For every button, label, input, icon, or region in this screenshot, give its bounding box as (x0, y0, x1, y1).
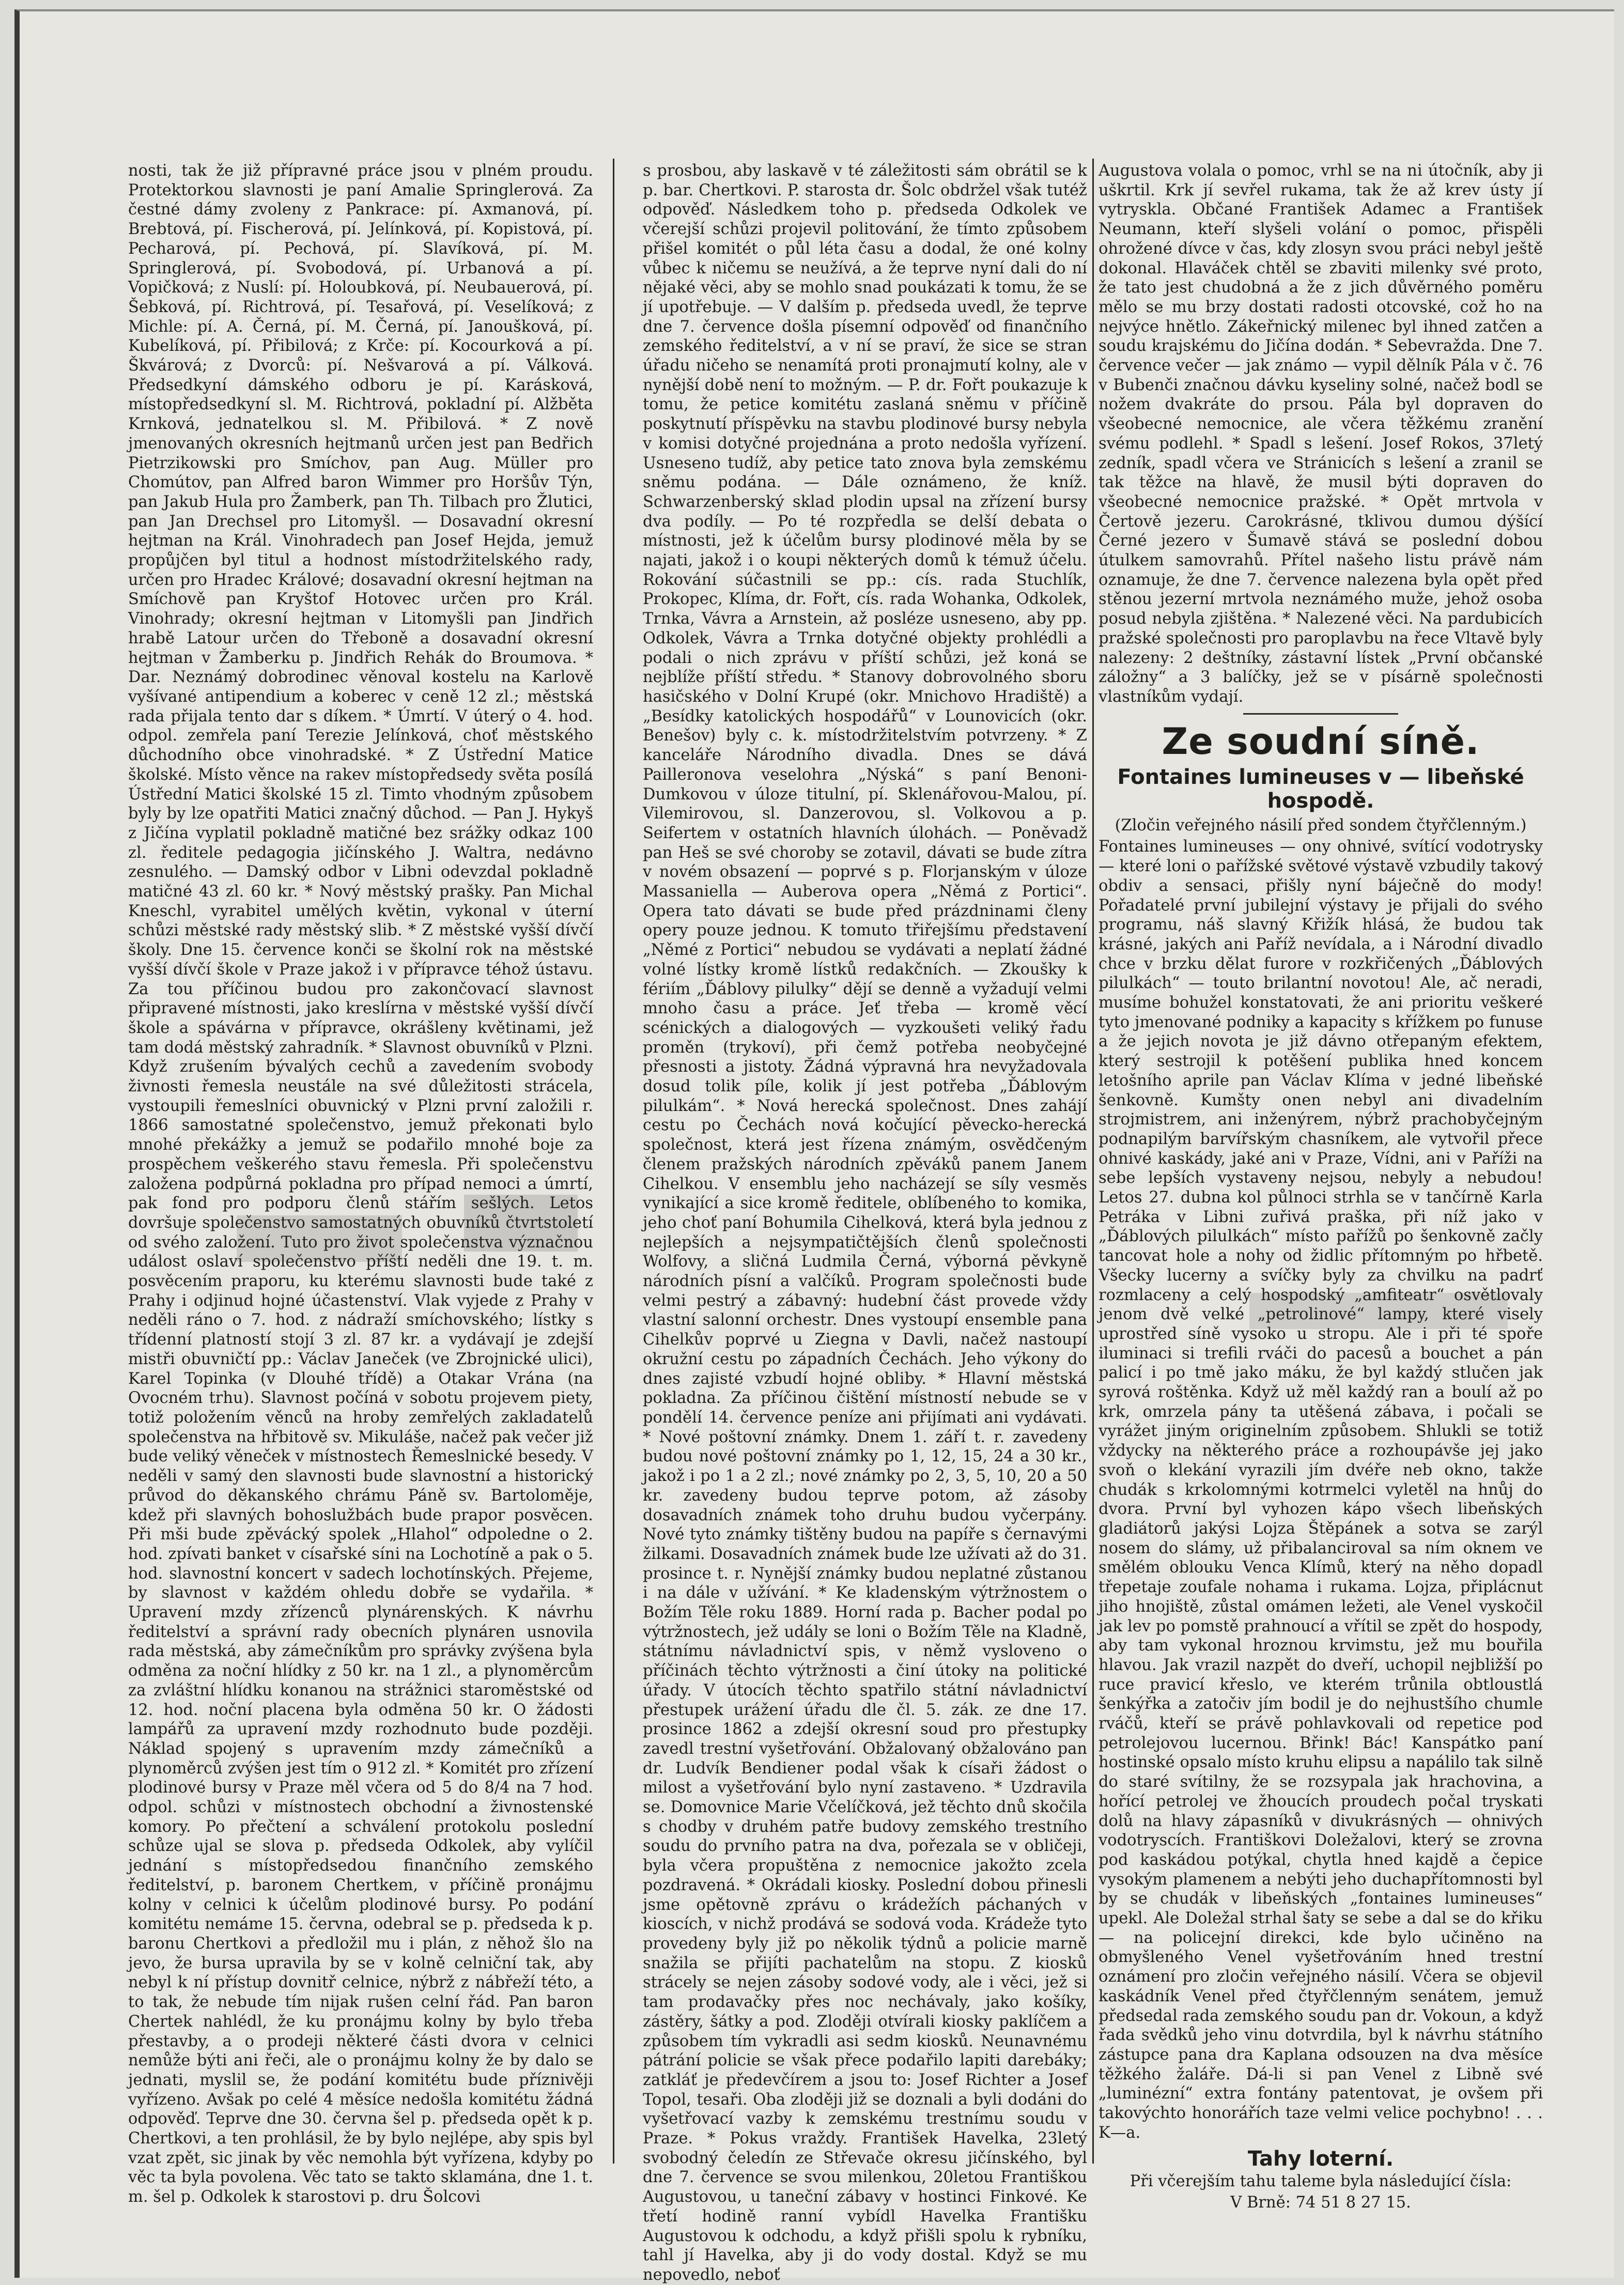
column-3-text-top: Augustova volala o pomoc, vrhl se na ni útočník, aby ji uškrtil. Krk jí sevřel rukama, tak že až krev ústy jí vytryskla. Občané František Adamec a František Neumann, kteří slyšeli volání o pomoc, přispěli ohrožené dívce v čas, kdy zlosyn svou práci nebyl ještě dokonal. Hlaváček chtěl se zbaviti milenky své proto, že tato jest chudobná a že z jich důvěrného poměru mělo se mu brzy dostati radosti otcovské, což ho na nejvýce hnětlo. Zákeřnický milenec byl ihned zatčen a soudu krajskému do Jičína dodán. * Sebevražda. Dne 7. července večer — jak známo — vypil dělník Pála v č. 76 v Bubenči značnou dávku kyseliny solné, načež bodl se nožem dvakráte do prsou. Pála byl dopraven do všeobecné nemocnice, ale včera těžkému zranění svému podlehl. * Spadl s lešení. Josef Rokos, 37letý zedník, spadl včera ve Stránicích s lešení a zranil se tak těžce na hlavě, že musil býti dopraven do všeobecné nemocnice pražské. * Opět mrtvola v Čertově jezeru. Carokrásné, tklivou dumou dýšící Černé jezero v Šumavě stává se poslední dobou útulkem samovrahů. Přítel našeho listu právě nám oznamuje, že dne 7. července nalezena byla opět před stěnou jezerní mrtvola neznámého muže, jehož osoba posud nebyla zjištěna. * Nalezené věci. Na pardubicích pražské společnosti pro paroplavbu na řece Vltavě byly nalezeny: 2 deštníky, zástavní lístek „První občanské záložny“ a 3 balíčky, jež se v písárně společnosti vlastníkům vydají. (1099, 162, 1543, 706)
column-rule-1 (613, 159, 614, 2164)
court-subline: (Zločin veřejného násilí před sondem čtyřčlenným.) (1115, 816, 1527, 835)
court-subhead: Fontaines lumineuses v — libeňské hospodě. (1117, 765, 1524, 813)
column-rule-2 (1092, 159, 1094, 2164)
lottery-headline: Tahy loterní. (1247, 2147, 1394, 2171)
ink-smudge (1249, 1293, 1508, 1329)
ink-smudge (464, 1195, 578, 1252)
ink-smudge (237, 1215, 402, 1262)
lottery-result: V Brně: 74 51 8 27 15. (1230, 2194, 1411, 2212)
column-3-text-bottom: Fontaines lumineuses — ony ohnivé, svítící vodotrysky — které loni o pařížské světové výstavě vzbudily takový obdiv a sensaci, přišly nyní báječně do mody! Pořadatelé první jubilejní výstavy je přijali do svého programu, náš slavný Křižík hlásá, že budou tak krásné, jakých ani Paříž nevídala, a i Národní divadlo chce v brzku dělat furore v rozkřičených „Ďáblových pilulkách“ — touto brilantní novotou! Ale, ač neradi, musíme bohužel konstatovati, že ani prioritu veškeré tyto jmenované podniky a kapacity s křížkem po funuse a že jejich novota je již dávno otřepaným efektem, který sestrojil k potěšení publika hned koncem letošního aprile pan Václav Klíma v jedné libeňské šenkovně. Kumšty onen nebyl ani divadelním strojmistrem, ani inženýrem, nýbrž prachobyčejným podnapilým barvířským chasníkem, ale vytvořil přece ohnivé kaskády, jaké ani v Praze, Vídni, ani v Paříži na sebe lepších vystaveny nejsou, nebyly a nebudou! Letos 27. dubna kol půlnoci strhla se v tančírně Karla Petráka v Libni zuřivá praška, při níž jako v „Ďáblových pilulkách“ místo pařížů po šenkovně začly tancovat hole a nohy od židlic přítomným po hřbetě. Všecky lucerny a svíčky byly za chvilku na padrť rozmlaceny a celý hospodský „amfiteatr“ osvětlovaly jenom dvě velké „petrolinové“ lampy, které visely uprostřed síně vysoko u stropu. Ale i při té spoře iluminaci si trefili rváči do pacesů a bouchet a pán palicí i po tmě jako máku, že byl každý stlučen jak syrová roštěnka. Když už měl každý ran a boulí až po krk, omrzela pány ta utěšená zábava, i počali se vyrážet jiným originelním způsobem. Shlukli se totiž vždycky na některého práce a rozhoupávše jej jako svoň o klekání vyrazili jím dvéře neb okno, takže chudák s krkolomnými kotrmelci vyletěl na hnůj do dvora. První byl vyhozen kápo všech libeňských gladiátorů jakýsi Lojza Štěpánek a sotva se zarýl nosem do slámy, už přibalanciroval sa ním oknem ve smělém oblouku Venca Klímů, který na něho dopadl třepetaje zoufale nohama i rukama. Lojza, připlácnut jiho hnojiště, zůstal omámen ležeti, ale Venel vyskočil jak lev po pomstě prahnoucí a vřítil se zpět do hospody, aby tam vykonal hroznou krvimstu, jež mu bouřila hlavou. Jak vrazil nazpět do dveří, uchopil nejbližší po ruce pravicí křeslo, ve kterém trůnila obtloustlá šenkýřka a zatočiv jím bodil je do nejhustšího chumle rváčů, kteří se právě pohlavkovali od repetice pod petrolejovou lucernou. Břink! Bác! Kanspátko paní hostinské opsalo místo kruhu elipsu a napálilo tak silně do staré svítilny, že se rozsypala jak hrachovina, a hořící petrolej ve žhoucích proudech počal tryskati dolů na hlavy zápasníků v divukrásných — ohnivých vodotryscích. Františkovi Doležalovi, který se zrovna pod kaskádou potýkal, chytla hned kajdě a čepice vysokým plamenem a nebýti jeho duchapřítomnosti byl by se chudák v libeňských „fontaines lumineuses“ upekl. Ale Doležal strhal šaty se sebe a dal se do křiku — na policejní direkci, kde bylo učiněno na obmyšleného Venel vyšetřováním hned trestní oznámení pro zločin veřejného násilí. Včera se objevil kaskádník Venel před čtyřčlenným senátem, jemuž předsedal rada zemského soudu pan dr. Vokoun, a když řada svědků jeho vinu dotvrdila, byl k návrhu státního zástupce pana dra Kaplana odsouzen na dva měsíce těžkého žaláře. Dá-li si pan Venel z Libně své „luminézní“ extra fontány patentovat, je ovšem při takovýchto honorářích taze velmi velice pochybno! . . . K—a. (1099, 838, 1543, 2142)
section-divider (1243, 713, 1398, 715)
column-2-text: s prosbou, aby laskavě v té záležitosti sám obrátil se k p. bar. Chertkovi. P. starosta dr. Šolc obdržel však tutéž odpověď. Následkem toho p. předseda Odkolek ve včerejší schůzi projevil politování, že tímto způsobem přišel komitét o půl léta času a dodal, že oné kolny vůbec k ničemu se neužívá, a že teprve nyní dali do ní nějaké věci, aby se mohlo snad poukázati k tomu, že se jí upotřebuje. — V dalším p. předseda uvedl, že teprve dne 7. července došla písemní odpověď od finančního zemského ředitelství, a v ní se praví, že sice se stran úřadu ničeho se nenamítá proti pronajmutí kolny, ale v nynější době není to možným. — P. dr. Fořt poukazuje k tomu, že petice komitétu zaslaná sněmu v příčině poskytnutí příspěvku na stavbu plodinové bursy nebyla v komisi dotyčné projednána a proto nedošla vyřízení. Usneseno tudíž, aby petice tato znova byla zemskému sněmu podána. — Dále oznámeno, že kníž. Schwarzenberský sklad plodin upsal na zřízení bursy dva podíly. — Po té rozpředla se delší debata o místnosti, jež k účelům bursy plodinové měla by se najati, jakož i o koupi některých domů k témuž účelu. Rokování súčastnili se pp.: cís. rada Stuchlík, Prokopec, Klíma, dr. Fořt, cís. rada Wohanka, Odkolek, Trnka, Vávra a Arnstein, až posléze usneseno, aby pp. Odkolek, Vávra a Trnka dotyčné objekty prohlédli a podali o nich zprávu v příští schůzi, jež koná se nejblíže příští středu. * Stanovy dobrovolného sboru hasičského v Dolní Krupé (okr. Mnichovo Hradiště) a „Besídky katolických hospodářů“ v Lounovicích (okr. Benešov) byly c. k. místodržitelstvím potvrzeny. * Z kanceláře Národního divadla. Dnes se dává Pailleronova veselohra „Nýská“ s paní Benoni-Dumkovou v úloze titulní, pí. Sklenářovou-Malou, pí. Vilemirovou, sl. Danzerovou, sl. Volkovou a p. Seifertem v ostatních hlavních úlohách. — Poněvadž pan Heš se své choroby se zotavil, dávati se bude zítra v novém obsazení — poprvé s p. Florjanským v úloze Massaniella — Auberova opera „Němá z Portici“. Opera tato dávati se bude před prázdninami členy opery pouze jednou. K tomuto třiřejšímu představení „Němé z Portici“ nebudou se vydávati a neplatí žádné volné lístky kromě lístků redakčních. — Zkoušky k fériím „Ďáblovy pilulky“ dějí se denně a vyžadují velmi mnoho času a práce. Jeť třeba — kromě věcí scénických a dialogových — vyzkoušeti veliký řadu proměn (trykoví), při čemž potřeba neobyčejné přesnosti a jistoty. Žádná výpravná hra nevyžadovala dosud tolik píle, kolik jí jest potřeba „Ďáblovým pilulkám“. * Nová herecká společnost. Dnes zahájí cestu po Čechách nová kočující pěvecko-herecká společnost, která jest řízena známým, osvědčeným členem pražských národních zpěváků panem Janem Cihelkou. V ensemblu jeho nacházejí se síly vesměs vynikající a sice kromě ředitele, oblíbeného to komika, jeho choť paní Bohumila Cihelková, která byla jednou z nejlepších a nejsympatičtějších členů společnosti Wolfovy, a sličná Ludmila Černá, výborná pěvkyně národních písní a valčíků. Program společnosti bude velmi pestrý a zábavný: hudební část provede vždy vlastní salonní orchestr. Dnes vystoupí ensemble pana Cihelkův poprvé u Ziegna v Davli, načež nastoupí okružní cestu po západních Čechách. Jeho výkony do dnes zajisté vzbudí hojné obliby. * Hlavní městská pokladna. Za příčinou čištění místností nebude se v pondělí 14. července peníze ani přijímati ani vydávati. * Nové poštovní známky. Dnem 1. září t. r. zavedeny budou nové poštovní známky po 1, 12, 15, 24 a 30 kr., jakož i po 1 a 2 zl.; nové známky po 2, 3, 5, 10, 20 a 50 kr. zavedeny budou teprve potom, až zásoby dosavadních známek toho druhu budou vyčerpány. Nové tyto známky tištěny budou na papíře s černavými žilkami. Dosavadních známek bude lze užívati až do 31. prosince t. r. Nynější známky budou neplatné zůstanou i na dále v užívání. * Ke kladenským výtržnostem o Božím Těle roku 1889. Horní rada p. Bacher podal po výtržnostech, jež udály se loni o Božím Těle na Kladně, státnímu návladnictví spis, v němž vysloveno o příčinách těchto výtržnosti a činí útoky na politické úřady. V útocích těchto spatřilo státní návladnictví přestupek urážení úřadu dle čl. 5. zák. ze dne 17. prosince 1862 a zdejší okresní soud pro přestupky zavedl trestní vyšetřování. Obžalovaný obžalováno pan dr. Ludvík Bendiener podal však k císaři žádost o milost a vyšetřování bylo nyní zastaveno. * Uzdravila se. Domovnice Marie Včelíčková, jež těchto dnů skočila s chodby v druhém patře budovy zemského trestního soudu do prvního patra na dva, pořezala se v obličeji, byla včera propuštěna z nemocnice jakožto zcela pozdravená. * Okrádali kiosky. Poslední dobou přinesli jsme opětovně zprávu o krádežích páchaných v kioscích, v nichž prodává se sodová voda. Krádeže tyto provedeny byly již po několik týdnů a policie marně snažila se přijíti pachatelům na stopu. Z kiosků strácely se nejen zásoby sodové vody, ale i věci, jež si tam prodavačky přes noc nechávaly, jako košíky, zástěry, šátky a pod. Zloději otvírali kiosky paklíčem a způsobem tím vykradli asi sedm kiosků. Neunavnému pátrání policie se však přece podařilo lapiti darebáky; zatkláť je předevčírem a jsou to: Josef Richter a Josef Topol, tesaři. Oba zloději již se doznali a byli dodáni do vyšetřovací vazby k zemskému trestnímu soudu v Praze. * Pokus vraždy. František Havelka, 23letý svobodný čeledín ze Střevače okresu jičínského, byl dne 7. července se svou milenkou, 20letou Františkou Augustovou, u taneční zábavy v hostinci Finkové. Ke třetí hodině ranní vybídl Havelka Františku Augustovou k odchodu, a když přišli spolu k rybníku, tahl jí Havelka, aby ji do vody dostal. Když se mu nepovedlo, neboť (643, 162, 1087, 2284)
column-2 (643, 161, 1087, 2284)
lottery-intro: Při včerejším tahu taleme byla následující čísla: (1130, 2172, 1512, 2190)
court-headline: Ze soudní síně. (1162, 720, 1480, 763)
column-3 (1099, 161, 1543, 2212)
column-1 (128, 161, 593, 2207)
newspaper-page (14, 9, 1614, 2284)
column-1-text: nosti, tak že již přípravné práce jsou v plném proudu. Protektorkou slavnosti je paní Amalie Springlerová. Za čestné dámy zvoleny z Pankrace: pí. Axmanová, pí. Brebtová, pí. Fischerová, pí. Jelínková, pí. Kopistová, pí. Pecharová, pí. Pechová, pí. Slavíková, pí. M. Springlerová, pí. Svobodová, pí. Urbanová a pí. Vopičková; z Nuslí: pí. Holoubková, pí. Neubauerová, pí. Šebková, pí. Richtrová, pí. Tesařová, pí. Veselíková; z Michle: pí. A. Černá, pí. M. Černá, pí. Janoušková, pí. Kubelíková, pí. Přibilová; z Krče: pí. Kocourková a pí. Škvárová; z Dvorců: pí. Nešvarová a pí. Válková. Předsedkyní dámského odboru je pí. Karásková, místopředsedkyní sl. M. Richtrová, pokladní pí. Alžběta Krnková, jednatelkou sl. M. Přibilová. * Z nově jmenovaných okresních hejtmanů určen jest pan Bedřich Pietrzikowski pro Smíchov, pan Aug. Müller pro Chomútov, pan Alfred baron Wimmer pro Horšův Týn, pan Jakub Hula pro Žamberk, pan Th. Tilbach pro Žlutici, pan Jan Drechsel pro Litomyšl. — Dosavadní okresní hejtman na Král. Vinohradech pan Josef Hejda, jemuž propůjčen byl titul a hodnost místodržitelského rady, určen pro Hradec Králové; dosavadní okresní hejtman na Smíchově pan Kryštof Hotovec určen pro Král. Vinohrady; okresní hejtman v Litomyšli pan Jindřich hrabě Latour určen do Třeboně a dosavadní okresní hejtman v Žamberku p. Jindřich Rehák do Broumova. * Dar. Neznámý dobrodinec věnoval kostelu na Karlově vyšívané antipendium a koberec v ceně 12 zl.; městská rada přijala tento dar s díkem. * Úmrtí. V úterý o 4. hod. odpol. zemřela paní Terezie Jelínková, choť městského důchodního obce vinohradské. * Z Ústřední Matice školské. Místo věnce na rakev místopředsedy světa posílá Ústřední Matici školské 15 zl. Timto vhodným způsobem byly by lze opatřiti Matici značný důchod. — Pan J. Hykyš z Jičína vyplatil pokladně matičné bez srážky odkaz 100 zl. ředitele pedagogia jičínského J. Waltra, nedávno zesnulého. — Damský odbor v Libni odevzdal pokladně matičné 43 zl. 60 kr. * Nový městský prašky. Pan Michal Kneschl, vyrabitel umělých květin, vykonal v úterní schůzi městské rady městský slib. * Z městské vyšší dívčí školy. Dne 15. července konči se školní rok na městské vyšší dívčí škole v Praze jakož i v přípravce téhož ústavu. Za tou příčinou budou pro zakončovací slavnost připravené místnosti, jako kreslírna v městské vyšší dívčí škole a spávárna v přípravce, okrášleny květinami, jež tam dodá městský zahradník. * Slavnost obuvníků v Plzni. Když zrušením bývalých cechů a zavedením svobody živnosti řemesla neustále na své důležitosti strácela, vystoupili řemeslníci obuvnický v Plzni první založili r. 1866 samostatné společenstvo, jemuž překonati bylo mnohé překážky a jemuž se podařilo mnohé boje za prospěchem veškerého stavu řemesla. Při společenstvu založena podpůrná pokladna pro případ nemoci a úmrtí, pak fond pro podporu členů stářím sešlých. Letos dovršuje společenstvo samostatných obuvníků čtvrtstoletí od svého založení. Tuto pro život společenstva význačnou událost oslaví společenstvo příští neděli dne 19. t. m. posvěcením praporu, ku kterému slavnosti bude také z Prahy i odjinud hojné účastenství. Vlak vyjede z Prahy v neděli ráno o 7. hod. z nádraží smíchovského; lístky s třídenní platností stojí 3 zl. 87 kr. a vydávají je zdejší mistři obuvničtí pp.: Václav Janeček (ve Zbrojnické ulici), Karel Topinka (v Dlouhé třídě) a Otakar Vrána (na Ovocném trhu). Slavnost počíná v sobotu projevem piety, totiž položením věnců na hroby zemřelých zakladatelů společenstva na hřbitově sv. Mikuláše, načež pak večer již bude veliký věneček v místnostech Řemeslnické besedy. V neděli v samý den slavnosti bude slavnostní a historický průvod do děkanského chrámu Páně sv. Bartoloměje, kdež při slavných bohoslužbách bude prapor posvěcen. Při mši bude zpěvácký spolek „Hlahol“ odpoledne o 2. hod. zpívati banket v císařské síni na Lochotíně a pak o 5. hod. slavnostní koncert v sadech lochotínských. Přejeme, by slavnost v každém ohledu dobře se vydařila. * Upravení mzdy zřízenců plynárenských. K návrhu ředitelství a správní rady obecních plynáren usnovila rada městská, aby zámečníkům pro správky zvýšena byla odměna za noční hlídky z 50 kr. na 1 zl., a plynoměrcům za zvláštní hlídku konanou na strážnici staroměstské od 12. hod. noční placena byla odměna 50 kr. O žádosti lampářů za upravení mzdy rozhodnuto bude později. Náklad spojený s upravením mzdy zámečníků a plynoměrců zvýšen jest tím o 912 zl. * Komitét pro zřízení plodinové bursy v Praze měl včera od 5 do 8/4 na 7 hod. odpol. schůzi v místnostech obchodní a živnostenské komory. Po přečtení a schválení protokolu poslední schůze ujal se slova p. předseda Odkolek, aby vylíčil jednání s místopředsedou finančního zemského ředitelství, p. baronem Chertkem, v příčině pronájmu kolny v celnici k účelům plodinové bursy. Po podání komitétu nemáme 15. června, odebral se p. předseda k p. baronu Chertkovi a předložil mu i plán, z něhož šlo na jevo, že bursa upravila by se v kolně celniční tak, aby nebyl k ní přístup dovnitř celnice, nýbrž z nábřeží této, a to tak, že nebude tím nijak rušen celní řád. Pan baron Chertek nahlédl, že ku pronájmu kolny by bylo třeba přestavby, a o prodeji některé části dvora v celnici nemůže býti ani řeči, ale o pronájmu kolny že by dalo se jednati, myslil se, že podání komitétu bude příznivěji vyřízeno. Avšak po celé 4 měsíce nedošla komitétu žádná odpověď. Teprve dne 30. června šel p. předseda opět k p. Chertkovi, a ten prohlásil, že by bylo nejlépe, aby spis byl vzat zpět, sic jinak by věc nemohla být vyřízena, kdyby po věc ta byla povolena. Věc tato se takto sklamána, dne 1. t. m. šel p. Odkolek k starostovi p. dru Šolcovi (128, 162, 593, 2206)
